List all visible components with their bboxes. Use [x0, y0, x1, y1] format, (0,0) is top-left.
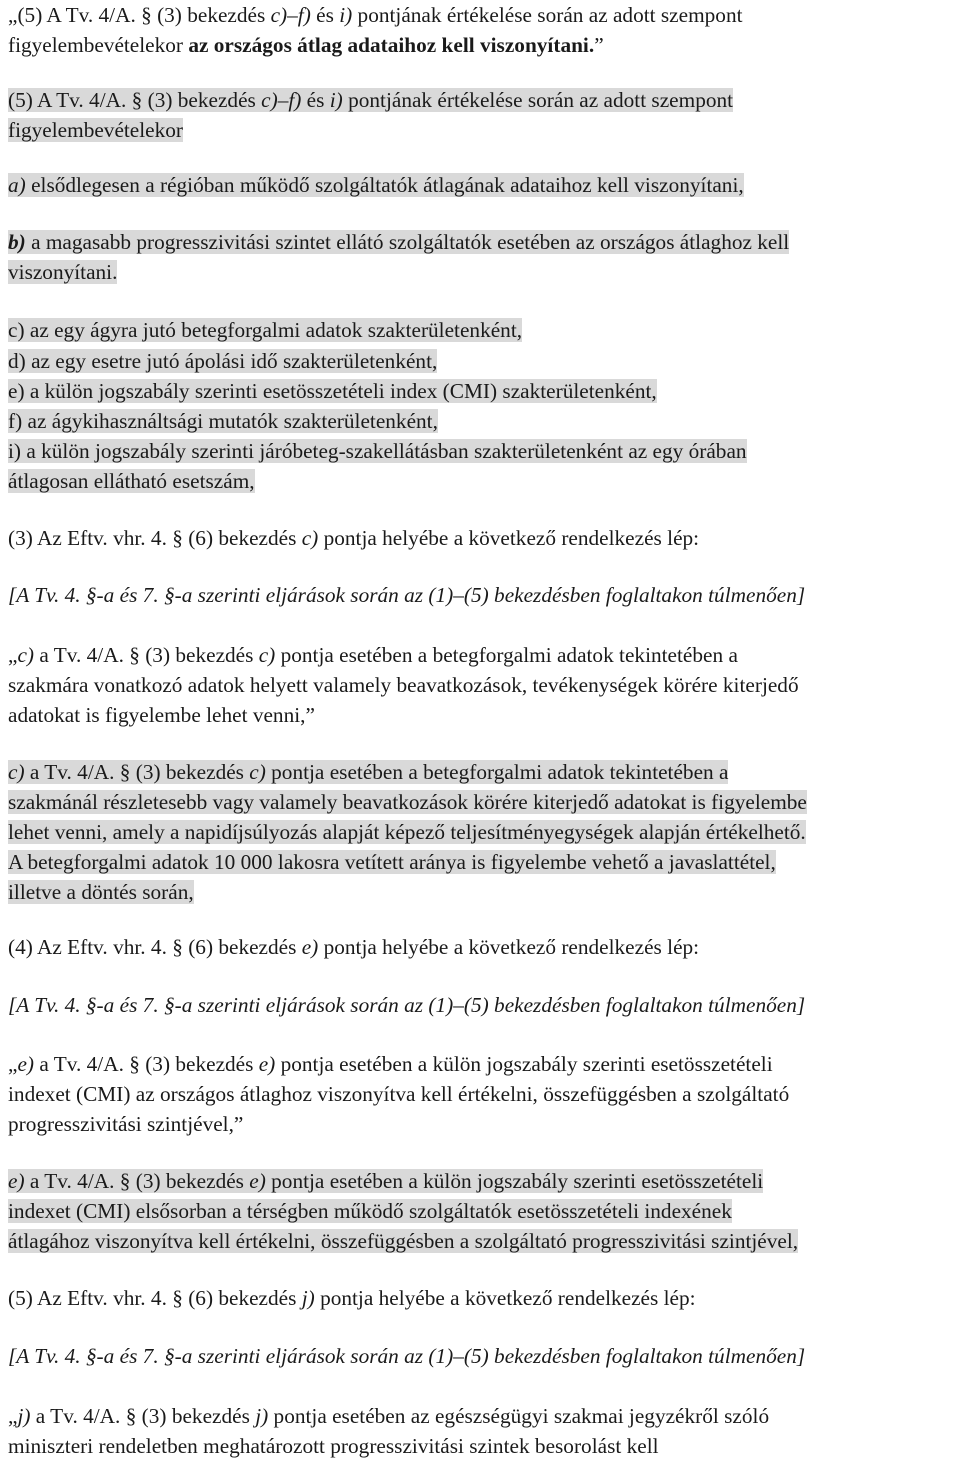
text-run: – [277, 88, 289, 112]
text-line [8, 1109, 243, 1139]
text-line [8, 257, 117, 287]
text-run: lehet venni, amely a napidíjsúlyozás alapját képező teljesítményegységek alapján értékelhető. [8, 820, 806, 844]
text-line [8, 436, 747, 466]
text-run: [A Tv. 4. §-a és 7. §-a szerinti eljárások során az (1)–(5) bekezdésben foglaltakon túlmenően] [8, 993, 806, 1017]
text-line-content [8, 643, 738, 667]
text-line-content [8, 850, 776, 874]
text-line-content [8, 379, 657, 403]
text-run: pontja helyébe a következő rendelkezés lép: [314, 1286, 696, 1310]
text-run: átlagosan ellátható esetszám, [8, 469, 255, 493]
text-line-content [8, 760, 728, 784]
text-run: j) [301, 1286, 315, 1310]
text-run: (5) Az Eftv. vhr. 4. § (6) bekezdés [8, 1286, 302, 1310]
text-line [8, 1079, 789, 1109]
text-line-content [8, 1052, 773, 1076]
text-line [8, 466, 255, 496]
text-line [8, 30, 604, 60]
text-line [8, 0, 743, 30]
text-run: „(5) A Tv. 4/A. § (3) bekezdés [8, 3, 271, 27]
text-run: [A Tv. 4. §-a és 7. §-a szerinti eljárások során az (1)–(5) bekezdésben foglaltakon túlmenően] [8, 1344, 806, 1368]
text-run: a magasabb progresszivitási szintet ellátó szolgáltatók esetében az országos átlaghoz kell [25, 230, 790, 254]
text-line [8, 1196, 732, 1226]
text-line [8, 376, 657, 406]
text-run: pontja esetében a külön jogszabály szerinti esetösszetételi [275, 1052, 773, 1076]
text-run: e) [249, 1169, 266, 1193]
text-line-content [8, 88, 733, 112]
text-run: f) [288, 88, 302, 112]
text-line-content [8, 33, 604, 57]
text-line-content [8, 790, 807, 814]
text-run: progresszivitási szintjével,” [8, 1112, 244, 1136]
text-run: és [301, 88, 330, 112]
text-line [8, 1049, 773, 1079]
text-line-content [8, 526, 699, 550]
text-line-content [8, 469, 255, 493]
text-line-content [8, 118, 183, 142]
text-run: i) a külön jogszabály szerinti járóbeteg-szakellátásban szakterületenként az egy órában [8, 439, 747, 463]
text-run: e) [8, 1169, 25, 1193]
text-run: pontja esetében az egészségügyi szakmai jegyzékről szóló [268, 1404, 770, 1428]
text-run: az országos átlag adataihoz kell viszonyítani. [188, 33, 595, 57]
text-run: c) [261, 88, 278, 112]
text-run: i) [339, 3, 353, 27]
text-line [8, 1283, 696, 1313]
text-run: A betegforgalmi adatok 10 000 lakosra vetített aránya is figyelembe vehető a javaslattétel, [8, 850, 776, 874]
text-run: c) [270, 3, 288, 27]
text-run: f) [297, 3, 311, 27]
text-run: d) az egy esetre jutó ápolási idő szakterületenként, [8, 349, 438, 373]
text-line-content [8, 935, 699, 959]
text-line-content [8, 349, 437, 373]
text-run: e) [301, 935, 319, 959]
text-run: pontjának értékelése során az adott szempont [342, 88, 734, 112]
text-run: pontja esetében a betegforgalmi adatok tekintetében a [275, 643, 738, 667]
text-run: i) [329, 88, 343, 112]
text-run: a) [8, 173, 26, 197]
text-run: figyelembevételekor [8, 118, 184, 142]
text-run: e) a külön jogszabály szerinti esetösszetételi index (CMI) szakterületenként, [8, 379, 657, 403]
text-line [8, 1166, 763, 1196]
text-run: „ [8, 1052, 18, 1076]
text-run: a Tv. 4/A. § (3) bekezdés [34, 643, 259, 667]
text-line [8, 1226, 798, 1256]
text-run: szakmánál részletesebb vagy valamely beavatkozások körére kiterjedő adatokat is figyelembe [8, 790, 807, 814]
text-run: j) [17, 1404, 31, 1428]
text-line-content [8, 583, 805, 607]
text-line [8, 1401, 769, 1431]
text-run: [A Tv. 4. §-a és 7. §-a szerinti eljárások során az (1)–(5) bekezdésben foglaltakon túlmenően] [8, 583, 806, 607]
text-line-content [8, 173, 744, 197]
text-line [8, 847, 776, 877]
text-run: a Tv. 4/A. § (3) bekezdés [34, 1052, 259, 1076]
text-line [8, 85, 733, 115]
text-line-content [8, 703, 315, 727]
text-line-content [8, 1169, 763, 1193]
text-line [8, 670, 799, 700]
text-run: – [287, 3, 298, 27]
text-line-content [8, 1082, 789, 1106]
text-line [8, 700, 315, 730]
text-line-content [8, 673, 799, 697]
text-line-content [8, 1404, 769, 1428]
text-run: pontja helyébe a következő rendelkezés lép: [318, 935, 700, 959]
text-line-content [8, 993, 805, 1017]
text-line-content [8, 260, 117, 284]
text-run: (4) Az Eftv. vhr. 4. § (6) bekezdés [8, 935, 302, 959]
text-run: „ [8, 643, 18, 667]
text-line-content [8, 318, 522, 342]
text-run: c) [301, 526, 319, 550]
text-line [8, 580, 805, 610]
text-line-content [8, 880, 194, 904]
text-line-content [8, 1344, 805, 1368]
text-run: adatokat is figyelembe lehet venni,” [8, 703, 315, 727]
text-run: átlagához viszonyítva kell értékelni, összefüggésben a szolgáltató progresszivitási szintjével, [8, 1229, 799, 1253]
text-line-content [8, 3, 743, 27]
text-run: c) [8, 760, 25, 784]
text-run: pontja esetében a külön jogszabály szerinti esetösszetételi [265, 1169, 764, 1193]
text-line-content [8, 1434, 659, 1458]
text-line [8, 227, 789, 257]
text-line-content [8, 1199, 732, 1223]
text-line [8, 787, 807, 817]
text-run: c) [258, 643, 276, 667]
text-run: a Tv. 4/A. § (3) bekezdés [24, 1169, 250, 1193]
text-run: ” [594, 33, 604, 57]
text-run: illetve a döntés során, [8, 880, 194, 904]
text-line [8, 877, 194, 907]
text-line-content [8, 1286, 696, 1310]
text-line [8, 640, 738, 670]
text-run: (3) Az Eftv. vhr. 4. § (6) bekezdés [8, 526, 302, 550]
text-run: c) [249, 760, 266, 784]
text-run: „ [8, 1404, 18, 1428]
text-run: f) az ágykihasználtsági mutatók szakterületenként, [8, 409, 438, 433]
text-line-content [8, 439, 747, 463]
text-run: szakmára vonatkozó adatok helyett valamely beavatkozások, tevékenységek körére kiterjedő [8, 673, 799, 697]
text-line [8, 1341, 805, 1371]
text-run: c) [17, 643, 34, 667]
text-line-content [8, 1229, 798, 1253]
text-line-content [8, 230, 789, 254]
text-line [8, 990, 805, 1020]
text-line [8, 406, 438, 436]
text-line [8, 523, 699, 553]
text-run: miniszteri rendeletben meghatározott progresszivitási szintek besorolást kell [8, 1434, 659, 1458]
text-run: és [310, 3, 340, 27]
text-run: a Tv. 4/A. § (3) bekezdés [24, 760, 250, 784]
text-run: e) [258, 1052, 276, 1076]
text-run: pontjának értékelése során az adott szempont [352, 3, 743, 27]
text-line-content [8, 1112, 243, 1136]
text-line [8, 346, 437, 376]
text-run: j) [255, 1404, 269, 1428]
text-line [8, 932, 699, 962]
text-run: pontja esetében a betegforgalmi adatok tekintetében a [265, 760, 729, 784]
text-run: (5) A Tv. 4/A. § (3) bekezdés [8, 88, 262, 112]
text-run: viszonyítani. [8, 260, 118, 284]
text-run: b) [8, 230, 26, 254]
text-line-content [8, 409, 438, 433]
text-run: indexet (CMI) elsősorban a térségben működő szolgáltatók esetösszetételi indexének [8, 1199, 732, 1223]
text-line [8, 170, 744, 200]
text-line [8, 817, 806, 847]
text-run: a Tv. 4/A. § (3) bekezdés [30, 1404, 256, 1428]
text-line [8, 115, 183, 145]
text-run: elsődlegesen a régióban működő szolgáltatók átlagának adataihoz kell viszonyítani, [25, 173, 744, 197]
text-run: indexet (CMI) az országos átlaghoz viszonyítva kell értékelni, összefüggésben a szolgáltató [8, 1082, 790, 1106]
text-run: figyelembevételekor [8, 33, 189, 57]
text-run: c) az egy ágyra jutó betegforgalmi adatok szakterületenként, [8, 318, 523, 342]
text-run: e) [17, 1052, 34, 1076]
text-line [8, 1431, 659, 1461]
text-line [8, 315, 522, 345]
text-line [8, 757, 728, 787]
text-line-content [8, 820, 806, 844]
text-run: pontja helyébe a következő rendelkezés lép: [318, 526, 700, 550]
